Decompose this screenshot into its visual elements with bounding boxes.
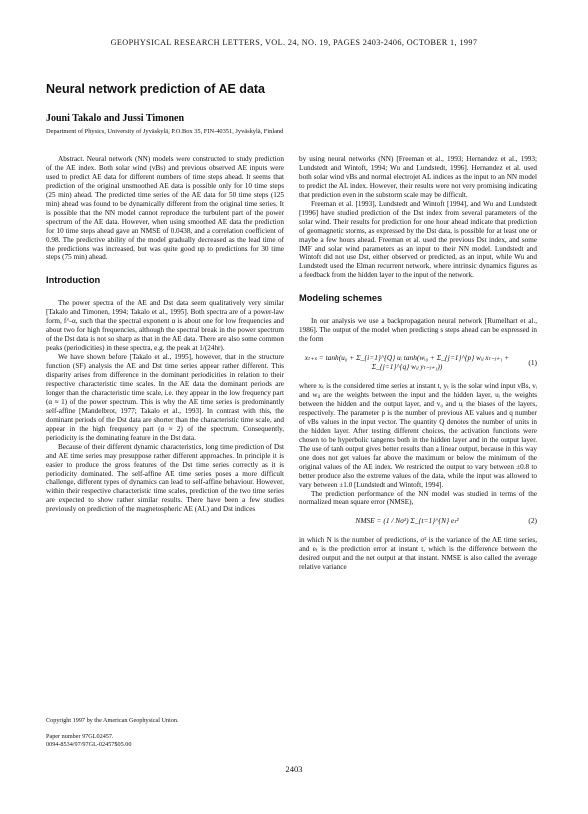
left-column: [46, 155, 284, 514]
modeling-heading: Modeling schemes: [299, 293, 383, 304]
paper-title: Neural network prediction of AE data: [46, 82, 266, 96]
intro-paragraph-1: The power spectra of the AE and Dst data seem qualitatively very similar [Takalo and Timonen, 1994; Takalo et al., 1995]. Both spectra are of a power-law form, f^-α, such that the spectral exponent α is about one for low frequencies and about two for high frequencies, although the spectral break in the power spectrum of the Dst data is not so sharp as that in the AE data. There are also some common peaks (periodicities) in these spectra, e.g. the peak at 1/(24hr).: [46, 299, 284, 353]
right-paragraph-5: The prediction performance of the NN model was studied in terms of the normalized mean square error (NMSE),: [299, 489, 537, 507]
introduction-heading: Introduction: [46, 275, 101, 286]
abstract: Abstract. Neural network (NN) models were constructed to study prediction of the AE index. Both solar wind (vBs) and previous observed AE inputs were used to predict AE data for different numbers of time steps ahead. It seems that prediction of the original unsmoothed AE data is possible only for 10 time steps (25 min) ahead. The predicted time series of the AE data for 50 time steps (125 min) ahead was found to be dynamically different from the original time series. It is possible that the NN model cannot reproduce the turbulent part of the power spectrum of the AE data. However, when using smoothed AE data the prediction for 10 time steps ahead gave an NMSE of 0.0438, and a correlation coefficient of 0.98. The predictive ability of the model gradually decreased as the lead time of the predictions was increased, but was quite good up to predictions for 30 time steps (75 min) ahead.: [46, 155, 284, 262]
authors: Jouni Takalo and Jussi Timonen: [46, 113, 185, 124]
equation-2-number: (2): [528, 516, 537, 526]
page-number: 2403: [285, 764, 303, 774]
equation-2: [299, 517, 537, 526]
right-paragraph-1: by using neural networks (NN) [Freeman et al., 1993; Hernandez et al., 1993; Lundstedt and Wintoft, 1994; Wu and Lundstedt, 1996]. Hernandez et al. used both solar wind vBs and normal electrojet AL indices as the input to an NN model to predict the AL index. However, their results were not very promising indicating that prediction even in the substorm scale may be difficult.: [299, 155, 537, 199]
equation-2-expression: NMSE = (1 / Nσ²) Σ_{t=1}^{N} eₜ²: [355, 516, 459, 526]
equation-1-number: (1): [528, 357, 537, 367]
running-header: GEOPHYSICAL RESEARCH LETTERS, VOL. 24, NO. 19, PAGES 2403-2406, OCTOBER 1, 1997: [110, 38, 478, 47]
affiliation: Department of Physics, University of Jyväskylä, P.O.Box 35, FIN-40351, Jyväskylä, Finland: [46, 128, 284, 135]
right-column: [299, 155, 537, 572]
intro-paragraph-3: Because of their different dynamic characteristics, long time prediction of Dst and AE time series may presuppose rather different approaches. In principle it is easier to produce the gross features of the Dst time series correctly as it is periodicity dominated. The self-affine AE time series poses a more difficult challenge, different types of dynamics can lead to self-affine behaviour. However, within their respective characteristic time scales, prediction of the two time series are expected to show rather similar results. There have been a few studies previously on prediction of the magnetospheric AE (AL) and Dst indices: [46, 442, 284, 514]
right-paragraph-4: where xₜ is the considered time series at instant t, yₜ is the solar wind input vBs, vᵢ and wᵢⱼ are the weights between the input and the hidden layer, uᵢ the weights between the hidden and the output layer, and v₀ and uᵢ the biases of the layers, respectively. The parameter p is the number of previous AE values and q number of vBs values in the input vector. The quantity Q denotes the number of units in the hidden layer. After testing different choices, the activation functions were chosen to be hyperbolic tangents both in the hidden layer and in the output layer. The use of tanh output gives better results than a linear output, because in this way one does not get values far above the maximum or below the minimum of the original values of the AE index. We restricted the output to vary between ±0.8 to better produce also the extreme values of the data, while the input was allowed to vary between ±1.0 [Lundstedt and Wintoft, 1994].: [299, 382, 537, 489]
equation-1: [299, 354, 537, 372]
right-paragraph-2: Freeman et al. [1993], Lundstedt and Wintoft [1994], and Wu and Lundstedt [1996] have studied prediction of the Dst index from several parameters of the solar wind. Their results for prediction for one hour ahead indicate that prediction of geomagnetic storms, as expressed by the Dst data, is possible for at least one or maybe a few hours ahead. Freeman et al. used the previous Dst index, and some IMF and solar wind parameters as an input to their NN model. Lundstedt and Wintoft did not use Dst, either observed or predicted, as an input, while Wu and Lundstedt used the Elman recurrent network, where intrinsic dynamics figures as a feedback from the hidden layer to the input of the network.: [299, 199, 537, 280]
copyright: Copyright 1997 by the American Geophysical Union.: [46, 717, 179, 724]
issn: 0094-8534/97/97GL-02457$05.00: [46, 741, 132, 748]
footnote: [46, 717, 284, 749]
right-paragraph-6: in which N is the number of predictions, σ² is the variance of the AE time series, and eₜ is the prediction error at instant t, which is the difference between the desired output and the net output at that instant. NMSE is also called the average relative variance: [299, 536, 537, 572]
right-paragraph-3: In our analysis we use a backpropagation neural network [Rumelhart et al., 1986]. The output of the model when predicting s steps ahead can be expressed in the form: [299, 317, 537, 344]
intro-paragraph-2: We have shown before [Takalo et al., 1995], however, that in the structure function (SF) analysis the AE and Dst time series appear rather different. This disparity arises from difference in the dominant periodicities in relation to their respective characteristic time scales. In the AE data the dominant periods are longer than the characteristic time scale, i.e. they appear in the low frequency part (α ≈ 1) of the power spectrum. This is why the AE time series is predominantly self-affine [Mandelbrot, 1977; Takalo et al., 1993]. In contrast with this, the dominant periods of the Dst data are shorter than the characteristic time scale, and appear in the high frequency part (α ≈ 2) of the spectrum. Consequently, periodicity is the dominating feature in the Dst data.: [46, 353, 284, 442]
paper-number: Paper number 97GL02457.: [46, 733, 114, 740]
equation-1-expression: xₜ₊ₛ = tanh(u₀ + Σ_{i=1}^{Q} uᵢ tanh(wᵢ₀ + Σ_{j=1}^{p} wᵢⱼ xₜ₋ⱼ₊₁ + Σ_{j=1}^{q} wᵢⱼ yₜ₋ⱼ₊₁)): [304, 353, 510, 372]
